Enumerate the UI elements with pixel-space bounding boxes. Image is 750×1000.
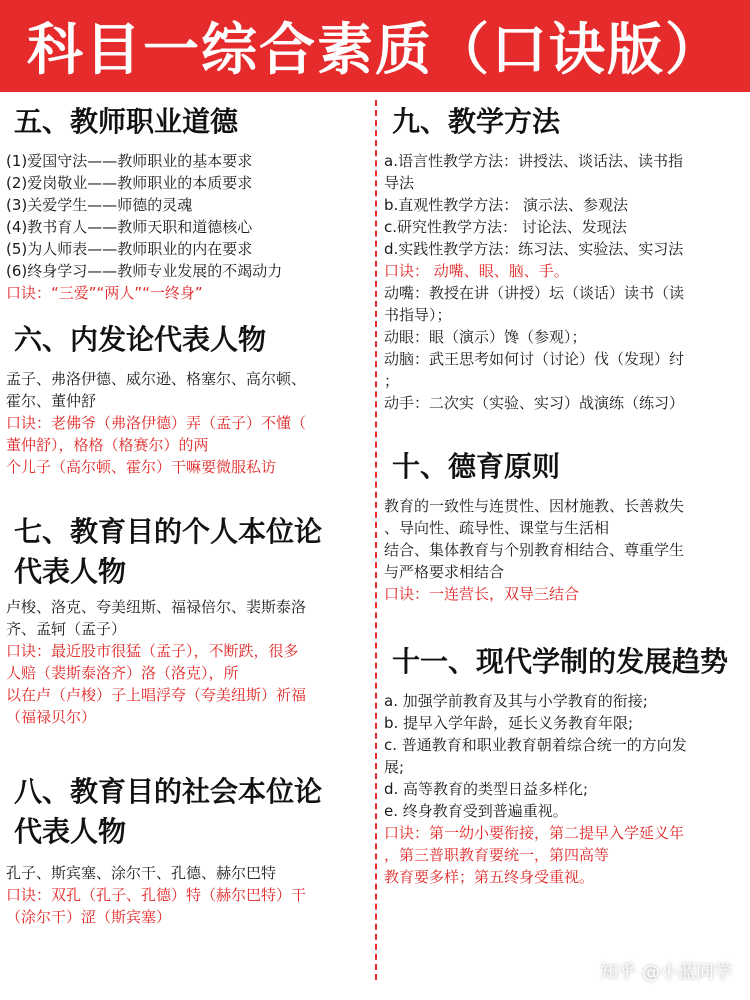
list-item: d.实践性教学方法：练习法、实验法、实习法 [384, 240, 684, 258]
mnemonic-detail: 动眼：眼（演示）馋（参观）； [384, 328, 587, 346]
mnemonic-text: ，第三普职教育要统一，第四高等 [384, 846, 610, 864]
section-teaching-methods [384, 102, 746, 414]
list-item: (1)爱国守法——教师职业的基本要求 [6, 152, 253, 170]
section-social-standard-theory [6, 772, 366, 928]
body-text: 霍尔、董仲舒 [6, 392, 97, 410]
body-text: 、导向性、疏导性、课堂与生活相 [384, 519, 610, 537]
section-heading-line: 八、教育目的社会本位论 [14, 775, 323, 808]
page-title: 科目一综合素质（口诀版） [27, 18, 723, 83]
body-text: 与严格要求相结合 [384, 563, 505, 581]
list-item: e. 终身教育受到普遍重视。 [384, 802, 568, 820]
mnemonic-text: 董仲舒），格格（格赛尔）的两 [6, 436, 209, 454]
list-item: (2)爱岗敬业——教师职业的本质要求 [6, 174, 253, 192]
mnemonic-text: 个儿子（高尔顿、霍尔）干嘛要微服私访 [6, 458, 277, 476]
list-item: (6)终身学习——教师专业发展的不竭动力 [6, 262, 283, 280]
mnemonic-detail: ； [384, 372, 400, 390]
body-text: 孔子、斯宾塞、涂尔干、孔德、赫尔巴特 [6, 864, 277, 882]
mnemonic-text: （福禄贝尔） [6, 708, 97, 726]
section-heading [6, 512, 366, 592]
section-individual-standard-theory [6, 512, 366, 728]
mnemonic-text: 口诀：最近股市很猛（孟子），不断跌，很多 [6, 642, 299, 660]
list-item: a.语言性教学方法：讲授法、谈话法、读书指 [384, 152, 683, 170]
list-item: c. 普通教育和职业教育朝着综合统一的方向发 [384, 736, 687, 754]
column-divider [375, 100, 377, 980]
mnemonic-detail: 动脑：武王思考如何讨（讨论）伐（发现）纣 [384, 350, 685, 368]
list-item: c.研究性教学方法： 讨论法、发现法 [384, 218, 627, 236]
mnemonic-text: 口诀：双孔（孔子、孔德）特（赫尔巴特）干 [6, 886, 307, 904]
section-heading: 九、教学方法 [392, 105, 561, 138]
section-heading-line: 七、教育目的个人本位论 [14, 515, 323, 548]
section-heading: 十、德育原则 [392, 450, 561, 483]
watermark: 知乎 @小蓝同学 [600, 962, 732, 983]
body-text: 齐、孟轲（孟子） [6, 620, 127, 638]
section-heading-line: 代表人物 [14, 555, 127, 588]
list-item: d. 高等教育的类型日益多样化; [384, 780, 589, 798]
mnemonic-text: 人赔（裴斯泰洛齐）洛（洛克），所 [6, 664, 239, 682]
mnemonic-detail: 动嘴：教授在讲（讲授）坛（谈话）读书（读 [384, 284, 685, 302]
section-heading: 十一、现代学制的发展趋势 [392, 645, 729, 678]
list-item: 展; [384, 758, 405, 776]
mnemonic-text: 以在卢（卢梭）子上唱浮夸（夸美纽斯）祈福 [6, 686, 307, 704]
body-text: 结合、集体教育与个别教育相结合、尊重学生 [384, 541, 685, 559]
body-text: 教育的一致性与连贯性、因材施教、长善救失 [384, 497, 685, 515]
mnemonic-text: 口诀：“三爱”“两人”“一终身” [6, 284, 203, 302]
list-item: (5)为人师表——教师职业的内在要求 [6, 240, 253, 258]
mnemonic-text: 口诀：一连营长，双导三结合 [384, 585, 580, 603]
mnemonic-text: 教育要多样；第五终身受重视。 [384, 868, 595, 886]
mnemonic-text: 口诀： 动嘴、眼、脑、手。 [384, 262, 569, 280]
body-text: 孟子、弗洛伊德、威尔逊、格塞尔、高尔顿、 [6, 370, 307, 388]
mnemonic-text: 口诀：第一幼小要衔接，第二提早入学延义年 [384, 824, 685, 842]
list-item: (3)关爱学生——师德的灵魂 [6, 196, 193, 214]
section-heading-line: 代表人物 [14, 815, 127, 848]
section-heading [6, 772, 366, 852]
mnemonic-text: （涂尔干）涩（斯宾塞） [6, 908, 172, 926]
list-item: b.直观性教学方法： 演示法、参观法 [384, 196, 629, 214]
mnemonic-detail: 书指导）； [384, 306, 452, 324]
section-endogenous-theory [6, 320, 366, 478]
section-school-system-trends [384, 642, 746, 888]
list-item: 导法 [384, 174, 415, 192]
section-teacher-ethics [6, 102, 366, 304]
list-item: (4)教书育人——教师天职和道德核心 [6, 218, 253, 236]
section-heading: 六、内发论代表人物 [14, 323, 267, 356]
mnemonic-text: 口诀：老佛爷（弗洛伊德）弄（孟子）不懂（ [6, 414, 307, 432]
body-text: 卢梭、洛克、夸美纽斯、福禄倍尔、裴斯泰洛 [6, 598, 307, 616]
title-banner [0, 0, 750, 92]
list-item: a. 加强学前教育及其与小学教育的衔接; [384, 692, 648, 710]
list-item: b. 提早入学年龄，延长义务教育年限; [384, 714, 634, 732]
section-heading: 五、教师职业道德 [14, 105, 239, 138]
section-moral-education-principles [384, 447, 746, 605]
mnemonic-detail: 动手：二次实（实验、实习）战演练（练习） [384, 394, 685, 412]
